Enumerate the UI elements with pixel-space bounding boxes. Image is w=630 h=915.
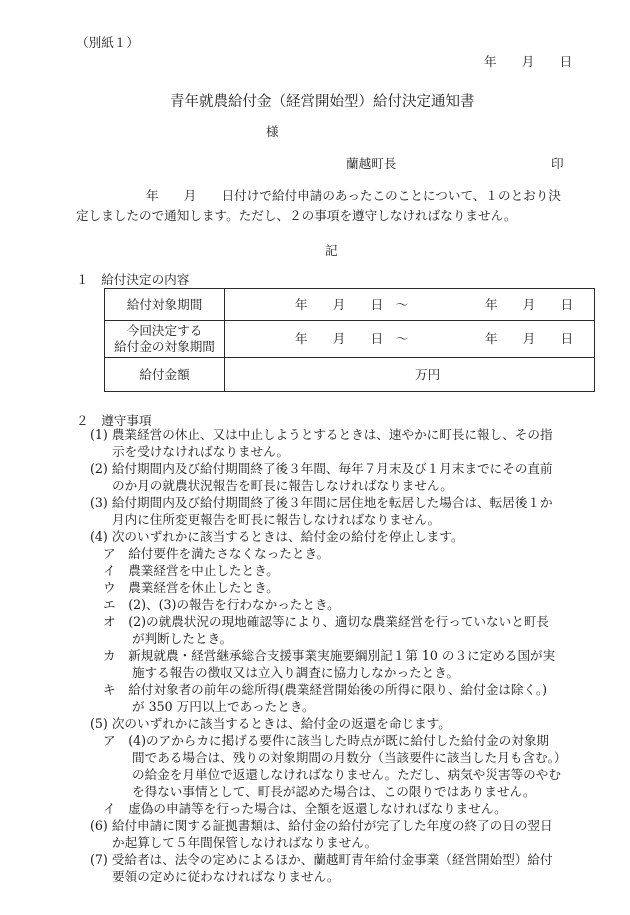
rule-line: (7) 受給者は、法令の定めによるほか、蘭越町青年給付金事業（経営開始型）給付 (90, 852, 553, 867)
label-amount: 給付金額 (105, 358, 225, 392)
rule-line: オ (2)の就農状況の現地確認等により、適切な農業経営を行っていないと町長 (103, 614, 550, 629)
label-period: 給付対象期間 (105, 289, 225, 321)
current-start: 年 月 日 〜 (295, 331, 409, 346)
rule-line: 間である場合は、残りの対象期間の月数分（当該要件に該当した月も含む。） (132, 750, 567, 765)
intro-line-1: 年 月 日付けで給付申請のあったこのことについて、１のとおり決 (146, 188, 561, 203)
section1-heading: １ 給付決定の内容 (76, 272, 190, 287)
rule-line: イ 農業経営を中止したとき。 (103, 563, 279, 578)
rule-line: を得ない事情として、町長が認めた場合は、この限りではありません。 (132, 784, 536, 799)
date-line: 年 月 日 (484, 54, 573, 69)
intro-line-2: 定しましたので通知します。ただし、２の事項を遵守しなければなりません。 (76, 208, 517, 223)
addressee-suffix: 様 (266, 124, 279, 139)
rule-line: が判断したとき。 (132, 631, 233, 646)
rule-line: (4) 次のいずれかに該当するときは、給付金の給付を停止します。 (90, 529, 464, 544)
label-current-period (105, 321, 225, 358)
rule-line: 要領の定めに従わなければなりません。 (112, 869, 340, 884)
rule-line: (3) 給付期間内及び給付期間終了後３年間に居住地を転居した場合は、転居後１か (90, 495, 553, 510)
form-label: （別紙１） (76, 35, 139, 50)
rule-line: か起算して５年間保管しなければなりません。 (112, 835, 378, 850)
label-line: 給付金の対象期間 (114, 339, 215, 354)
rule-line: の給金を月単位で返還しなければなりません。ただし、病気や災害等のやむ (132, 767, 561, 782)
rule-line: 施する報告の徴収又は立入り調査に協力しなかったとき。 (132, 665, 459, 680)
rule-line: カ 新規就農・経営継承総合支援事業実施要綱別記１第 10 の３に定める国が実 (103, 648, 556, 663)
seal-mark: 印 (551, 156, 564, 171)
sender-name: 蘭越町長 (346, 156, 397, 171)
rule-line: ア 給付要件を満たさなくなったとき。 (103, 546, 330, 561)
rule-line: (5) 次のいずれかに該当するときは、給付金の返還を命じます。 (90, 716, 451, 731)
table-row (105, 289, 595, 321)
label-line: 今回決定する (126, 323, 203, 338)
rule-line: キ 給付対象者の前年の総所得(農業経営開始後の所得に限り、給付金は除く。) (103, 682, 548, 697)
period-start: 年 月 日 〜 (295, 296, 409, 312)
rule-line: 月内に住所変更報告を町長に報告しなければなりません。 (112, 512, 441, 527)
rule-line: が 350 万円以上であったとき。 (132, 699, 315, 714)
rule-line: イ 虚偽の申請等を行った場合は、全額を返還しなければなりません。 (103, 801, 507, 816)
period-end: 年 月 日 (485, 296, 574, 312)
rule-line: (2) 給付期間内及び給付期間終了後３年間、毎年７月末及び１月末までにその直前 (90, 461, 553, 476)
rule-line: ア (4)のアからカに掲げる要件に該当した時点が既に給付した給付金の対象期 (103, 733, 550, 748)
ki-heading: 記 (325, 243, 338, 258)
rule-line: エ (2)、(3)の報告を行わなかったとき。 (103, 597, 340, 612)
rule-line: のか月の就農状況報告を町長に報告しなければなりません。 (112, 478, 453, 493)
amount-unit: 万円 (415, 366, 441, 382)
rule-line: 示を受けなければなりません。 (112, 444, 290, 459)
rule-line: (6) 給付申請に関する証拠書類は、給付金の給付が完了した年度の終了の日の翌日 (90, 818, 553, 833)
document-title: 青年就農給付金（経営開始型）給付決定通知書 (170, 94, 475, 110)
table-row (105, 321, 595, 358)
rule-line: (1) 農業経営の休止、又は中止しようとするときは、速やかに町長に報し、その指 (90, 427, 553, 442)
rule-line: ウ 農業経営を休止したとき。 (103, 580, 279, 595)
table-row (105, 358, 595, 392)
decision-table (104, 288, 595, 392)
section2-heading: ２ 遵守事項 (76, 413, 152, 428)
current-end: 年 月 日 (485, 331, 574, 346)
